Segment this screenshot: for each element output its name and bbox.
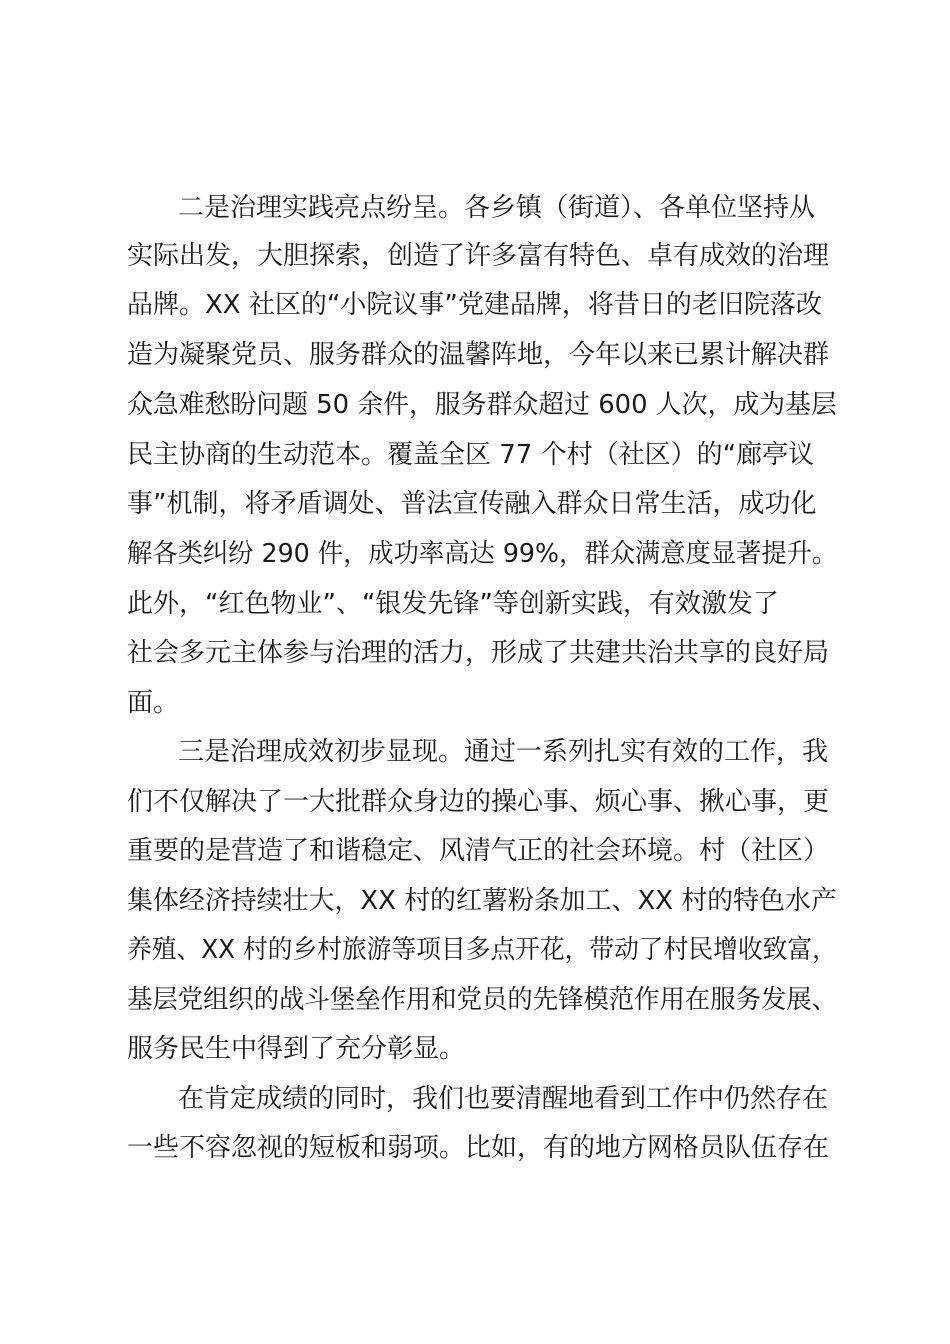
paragraph-2-line-3: 品牌。XX 社区的“小院议事”党建品牌，将昔日的老旧院落改 (127, 290, 822, 320)
paragraph-2-line-5: 众急难愁盼问题 50 余件，服务群众超过 600 人次，成为基层 (127, 390, 837, 420)
paragraph-2-line-7: 事”机制，将矛盾调处、普法宣传融入群众日常生活，成功化 (127, 489, 817, 519)
paragraph-3-line-6: 基层党组织的战斗堡垒作用和党员的先锋模范作用在服务发展、 (127, 985, 838, 1015)
paragraph-4-line-1: 在肯定成绩的同时，我们也要清醒地看到工作中仍然存在 (178, 1084, 829, 1114)
paragraph-3-line-3: 重要的是营造了和谐稳定、风清气正的社会环境。村（社区） (127, 836, 830, 866)
paragraph-2-line-8: 解各类纠纷 290 件，成功率高达 99%，群众满意度显著提升。 (127, 539, 838, 569)
paragraph-3-line-1: 三是治理成效初步显现。通过一系列扎实有效的工作，我 (178, 737, 829, 767)
paragraph-4-line-2: 一些不容忽视的短板和弱项。比如，有的地方网格员队伍存在 (127, 1133, 830, 1163)
paragraph-3-line-5: 养殖、XX 村的乡村旅游等项目多点开花，带动了村民增收致富， (127, 935, 837, 965)
paragraph-2-line-11: 面。 (127, 688, 180, 718)
paragraph-2-line-2: 实际出发，大胆探索，创造了许多富有特色、卓有成效的治理 (127, 241, 830, 271)
paragraph-2-line-6: 民主协商的生动范本。覆盖全区 77 个村（社区）的“廊亭议 (127, 440, 815, 470)
paragraph-2-line-10: 社会多元主体参与治理的活力，形成了共建共治共享的良好局 (127, 638, 830, 668)
paragraph-2-line-9: 此外，“红色物业”、“银发先锋”等创新实践，有效激发了 (127, 589, 779, 619)
paragraph-2-line-4: 造为凝聚党员、服务群众的温馨阵地，今年以来已累计解决群 (127, 340, 830, 370)
paragraph-3-line-4: 集体经济持续壮大，XX 村的红薯粉条加工、XX 村的特色水产 (127, 886, 837, 916)
paragraph-3-line-2: 们不仅解决了一大批群众身边的操心事、烦心事、揪心事，更 (127, 787, 830, 817)
paragraph-3-line-7: 服务民生中得到了充分彰显。 (127, 1034, 466, 1064)
paragraph-2-line-1: 二是治理实践亮点纷呈。各乡镇（街道）、各单位坚持从 (178, 193, 816, 223)
